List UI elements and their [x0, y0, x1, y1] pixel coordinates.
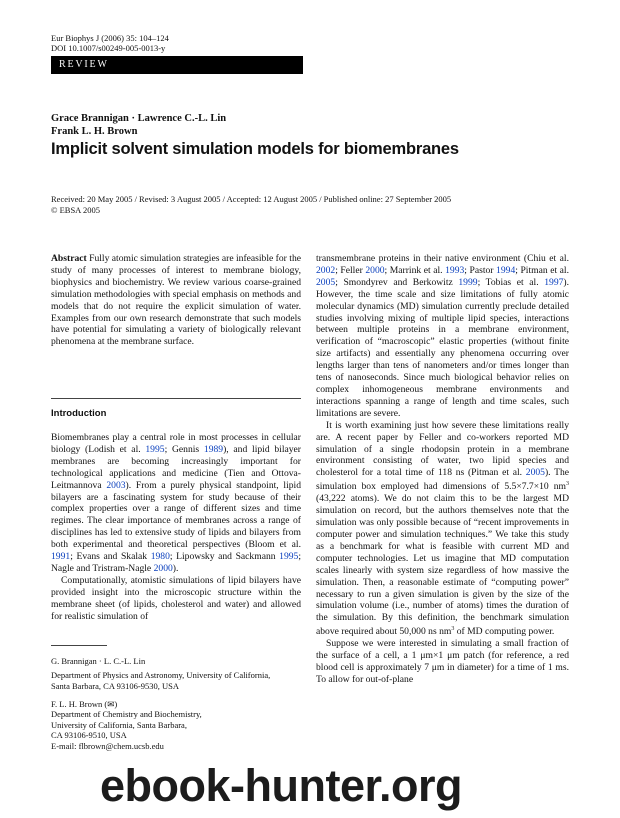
section-heading-introduction: Introduction	[51, 408, 107, 419]
citation-link[interactable]: 1999	[458, 276, 478, 288]
authors-line-1: Grace Brannigan · Lawrence C.-L. Lin	[51, 113, 227, 124]
author-list	[51, 112, 226, 138]
affiliation-university: University of California, Santa Barbara,	[51, 719, 187, 730]
affiliation-address: Santa Barbara, CA 93106-9530, USA	[51, 680, 179, 691]
section-divider	[51, 398, 301, 399]
publication-dates	[51, 194, 451, 216]
abstract-text: Fully atomic simulation strategies are infeasible for the study of many processes of interest to membrane biology, biophysics and biochemistry. We review various coarse-grained simulation methodologies with special emphasis on methods and models that do not require the explicit simulation of water. Examples from our own research demonstrate that such models have potential for simulating a variety of biologically relevant phenomena at the membrane surface.	[51, 253, 301, 348]
intro-paragraph-1: Biomembranes play a central role in most processes in cellular biology (Lodish et al. 1995; Gennis 1989), and lipid bilayer membranes are becoming increasingly important for technological applications and medicine (Tien and Ottova-Leitmannova 2003). From a purely physical standpoint, lipid bilayers are a fascinating system for study because of their complex properties over a range of different sizes and time regimes. The clear importance of membranes across a range of disciplines has led to extensive study of lipids and bilayers from both experimental and theoretical perspectives (Bloom et al. 1991; Evans and Skalak 1980; Lipowsky and Sackmann 1995; Nagle and Tristram-Nagle 2000).	[51, 432, 302, 574]
section-label: REVIEW	[59, 59, 109, 70]
citation-link[interactable]: 1995	[279, 551, 299, 563]
abstract-label: Abstract	[51, 253, 87, 264]
citation-link[interactable]: 2005	[316, 276, 336, 288]
citation-link[interactable]: 2005	[525, 467, 545, 479]
affiliation-name: F. L. H. Brown (✉)	[51, 699, 118, 709]
affiliation-address: CA 93106-9510, USA	[51, 730, 127, 741]
corresponding-email[interactable]: E-mail: flbrown@chem.ucsb.edu	[51, 740, 164, 751]
affiliation-department: Department of Physics and Astronomy, University of California,	[51, 670, 271, 681]
citation-link[interactable]: 2002	[316, 264, 336, 276]
journal-citation: Eur Biophys J (2006) 35: 104–124	[51, 33, 169, 43]
watermark: ebook-hunter.org	[100, 760, 462, 811]
citation-link[interactable]: 2003	[106, 479, 126, 491]
citation-link[interactable]: 1993	[445, 264, 465, 276]
right-paragraph-2: It is worth examining just how severe these limitations really are. A recent paper by Feller and co-workers reported MD simulation of a single rhodopsin protein in a membrane environment consisting of water, two lipid species and cholesterol for a total time of 118 ns (Pitman et al. 2005). The simulation box employed had dimensions of 5.5×7.7×10 $nm^3$ (43,222 atoms). We do not claim this to be the largest MD simulation on record, but the authors themselves note that the simulation was only possible because of “recent improvements in computer power and simulation techniques.” We take this study as a benchmark for what is feasible with current MD and computer technologies. Let us imagine that MD computation scales linearly with system size regardless of how massive the simulation. Then, a reasonable estimate of “computing power” necessary to run a given simulation is given by the size of the simulation volume (i.e., number of atoms) times the duration of the simulation. By this definition, the benchmark simulation above required about 50,000 ns $nm^3$ of MD computing power.	[316, 419, 570, 638]
right-paragraph-3: Suppose we were interested in simulating a small fraction of the surface of a cell, a 1 μm×1 μm patch (for reference, a red blood cell is approximately 7 μm in diameter) for a time of 1 ms. To allow for out-of-plane	[316, 638, 569, 686]
citation-link[interactable]: 1989	[203, 443, 224, 455]
affiliation-1	[51, 656, 270, 691]
citation-link[interactable]: 1994	[496, 264, 516, 276]
dates-line: Received: 20 May 2005 / Revised: 3 August 2005 / Accepted: 12 August 2005 / Published online: 27 September 2005	[51, 194, 452, 204]
affiliation-department: Department of Chemistry and Biochemistry,	[51, 709, 202, 720]
affiliation-2	[51, 699, 202, 751]
introduction-body	[51, 432, 301, 623]
section-banner	[51, 56, 303, 74]
citation-link[interactable]: 1997	[544, 276, 564, 288]
right-paragraph-1: transmembrane proteins in their native environment (Chiu et al. 2002; Feller 2000; Marrink et al. 1993; Pastor 1994; Pitman et al. 2005; Smondyrev and Berkowitz 1999; Tobias et al. 1997). However, the time scale and size limitations of fully atomic molecular dynamics (MD) simulation currently preclude detailed studies involving mixing of multiple lipid species, interactions between multiple proteins in a membrane environment, verification of “macroscopic” elastic properties (without finite size artifacts) and essentially any phenomena occurring over lengths larger than tens of nanometers and/or times longer than tens of nanoseconds. Since much biological behavior relies on complex inhomogeneous membrane environments and interactions spanning a range of length and time scales, such limitations are severe.	[316, 253, 569, 419]
right-column	[316, 253, 569, 686]
footnote-divider	[51, 645, 107, 646]
intro-paragraph-2: Computationally, atomistic simulations of lipid bilayers have provided insight into the microscopic structure within the membrane sheet (of lipids, cholesterol and water) and allowed for realistic simulation of	[51, 574, 301, 622]
doi: DOI 10.1007/s00249-005-0013-y	[51, 43, 166, 53]
abstract	[51, 253, 301, 348]
article-title: Implicit solvent simulation models for biomembranes	[51, 140, 459, 158]
citation-link[interactable]: 1980	[150, 551, 170, 563]
citation-link[interactable]: 1991	[51, 551, 71, 563]
copyright: © EBSA 2005	[51, 205, 100, 215]
citation-link[interactable]: 1995	[145, 443, 165, 455]
citation-link[interactable]: 2000	[153, 562, 173, 574]
authors-line-2: Frank L. H. Brown	[51, 126, 138, 137]
affiliation-names: G. Brannigan · L. C.-L. Lin	[51, 656, 146, 666]
citation-link[interactable]: 2000	[365, 264, 385, 276]
